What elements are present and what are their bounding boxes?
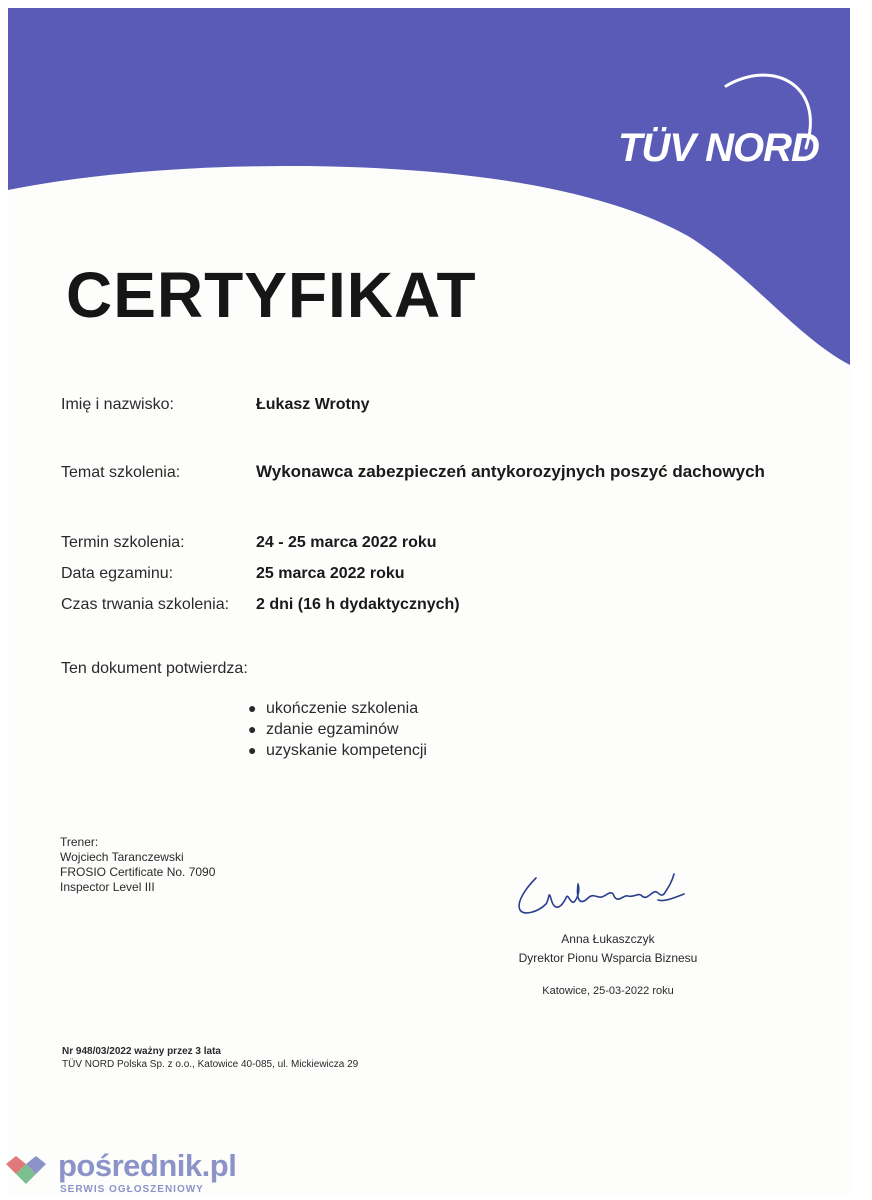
list-item-text: ukończenie szkolenia <box>266 700 419 717</box>
company-address: TÜV NORD Polska Sp. z o.o., Katowice 40-085, ul. Mickiewicza 29 <box>62 1059 359 1070</box>
bullet-icon: ● <box>248 742 257 758</box>
signer-name: Anna Łukaszczyk <box>561 932 655 946</box>
list-item <box>248 719 427 740</box>
trainer-label: Trener: <box>60 835 99 849</box>
signer-position: Dyrektor Pionu Wsparcia Biznesu <box>518 951 698 965</box>
list-item <box>248 740 427 761</box>
footer <box>62 1045 358 1071</box>
watermark-tagline: SERWIS OGŁOSZENIOWY <box>60 1184 204 1195</box>
field-value-topic: Wykonawca zabezpieczeń antykorozyjnych poszyć dachowych <box>256 462 765 481</box>
trainer-block <box>60 835 215 895</box>
posrednik-logo-icon <box>2 1148 52 1188</box>
certificate-page <box>8 8 850 1194</box>
field-value-name: Łukasz Wrotny <box>256 396 370 413</box>
field-label-name: Imię i nazwisko: <box>61 396 174 413</box>
trainer-certificate: FROSIO Certificate No. 7090 <box>60 865 216 879</box>
certificate-number: Nr 948/03/2022 ważny przez 3 lata <box>62 1046 221 1057</box>
trainer-level: Inspector Level III <box>60 880 155 894</box>
confirms-list <box>248 698 427 761</box>
field-label-term: Termin szkolenia: <box>61 534 185 551</box>
certificate-title: CERTYFIKAT <box>66 259 477 331</box>
confirms-label: Ten dokument potwierdza: <box>61 660 248 677</box>
watermark <box>0 1148 260 1200</box>
place-date: Katowice, 25-03-2022 roku <box>542 985 674 997</box>
field-value-term: 24 - 25 marca 2022 roku <box>256 534 437 551</box>
bullet-icon: ● <box>248 700 257 716</box>
trainer-name: Wojciech Taranczewski <box>60 850 184 864</box>
list-item-text: zdanie egzaminów <box>266 721 399 738</box>
field-value-exam-date: 25 marca 2022 roku <box>256 565 405 582</box>
field-label-topic: Temat szkolenia: <box>61 464 181 481</box>
field-label-duration: Czas trwania szkolenia: <box>61 596 230 613</box>
bullet-icon: ● <box>248 721 257 737</box>
list-item <box>248 698 427 719</box>
signature <box>508 860 698 930</box>
signature-stroke <box>519 874 684 913</box>
list-item-text: uzyskanie kompetencji <box>266 742 427 759</box>
signer-block <box>478 930 738 968</box>
watermark-name: pośrednik.pl <box>58 1148 237 1183</box>
field-label-exam-date: Data egzaminu: <box>61 565 174 582</box>
field-value-duration: 2 dni (16 h dydaktycznych) <box>256 596 460 613</box>
tuv-nord-logo: TÜV NORD <box>618 126 819 170</box>
